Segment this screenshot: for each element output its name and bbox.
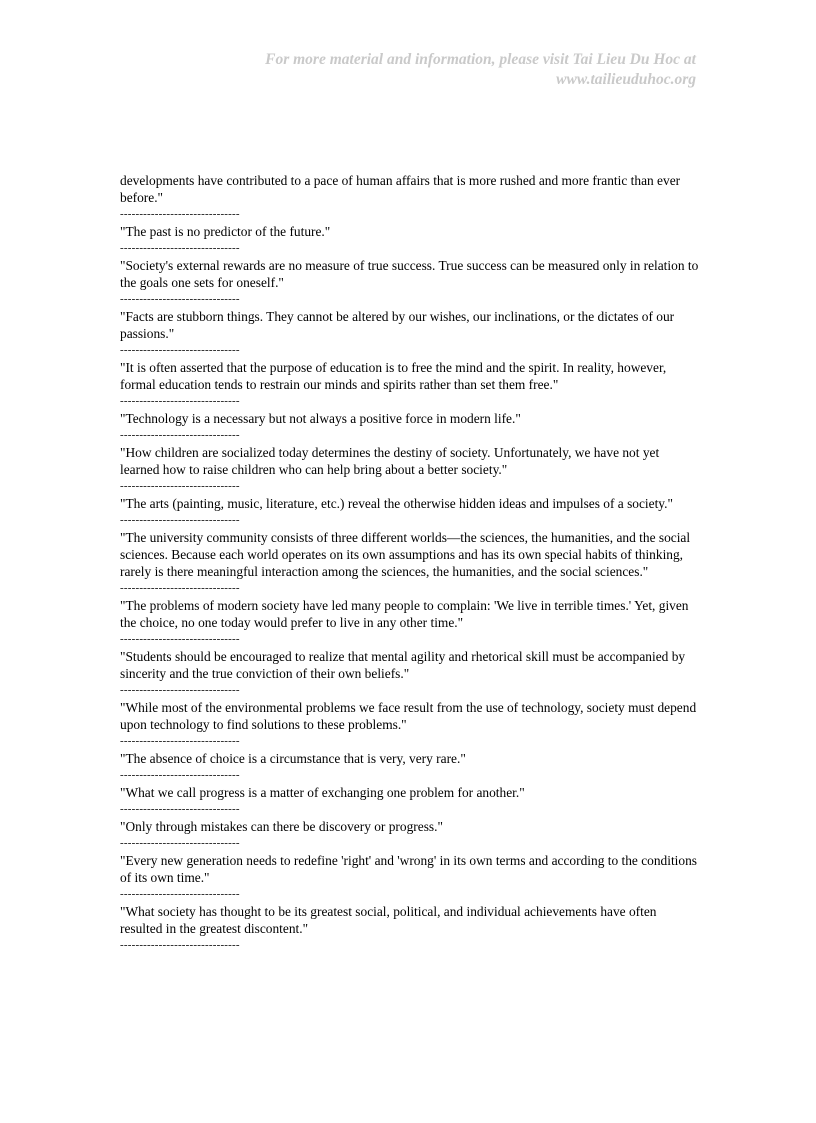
quote-text: "What we call progress is a matter of exchanging one problem for another." <box>120 785 525 800</box>
quote-text: "The problems of modern society have led many people to complain: 'We live in terrible times.' Yet, given the choice, no one today would prefer to live in any other time." <box>120 598 689 630</box>
header-website: www.tailieuduhoc.org <box>556 71 696 88</box>
quote-separator: ------------------------------- <box>120 429 240 441</box>
quote-entry <box>120 495 700 529</box>
quote-entry <box>120 410 700 444</box>
quote-separator: ------------------------------- <box>120 939 240 951</box>
quote-list <box>120 172 700 954</box>
quote-entry <box>120 597 700 648</box>
quote-text: "Facts are stubborn things. They cannot be altered by our wishes, our inclinations, or the dictates of our passions." <box>120 309 675 341</box>
quote-text: "Society's external rewards are no measure of true success. True success can be measured only in relation to the goals one sets for oneself." <box>120 258 699 290</box>
quote-separator: ------------------------------- <box>120 242 240 254</box>
quote-text: developments have contributed to a pace of human affairs that is more rushed and more frantic than ever before." <box>120 173 681 205</box>
quote-entry <box>120 359 700 410</box>
quote-separator: ------------------------------- <box>120 888 240 900</box>
quote-separator: ------------------------------- <box>120 769 240 781</box>
quote-separator: ------------------------------- <box>120 735 240 747</box>
quote-separator: ------------------------------- <box>120 837 240 849</box>
quote-entry <box>120 223 700 257</box>
quote-entry <box>120 699 700 750</box>
quote-entry <box>120 903 700 954</box>
quote-entry <box>120 852 700 903</box>
quote-separator: ------------------------------- <box>120 803 240 815</box>
quote-entry <box>120 444 700 495</box>
quote-text: "Students should be encouraged to realize that mental agility and rhetorical skill must be accompanied by sincerity and the true conviction of their own beliefs." <box>120 649 686 681</box>
quote-entry <box>120 172 700 223</box>
quote-separator: ------------------------------- <box>120 395 240 407</box>
quote-separator: ------------------------------- <box>120 344 240 356</box>
quote-entry <box>120 648 700 699</box>
quote-text: "While most of the environmental problems we face result from the use of technology, society must depend upon technology to find solutions to these problems." <box>120 700 697 732</box>
quote-text: "The university community consists of three different worlds—the sciences, the humanities, and the social sciences. Because each world operates on its own assumptions and has its own special habits of thinking, rarely is there meaningful interaction among the sciences, the humanities, and the social sciences." <box>120 530 691 579</box>
quote-entry <box>120 529 700 597</box>
quote-entry <box>120 818 700 852</box>
quote-separator: ------------------------------- <box>120 514 240 526</box>
quote-text: "Only through mistakes can there be discovery or progress." <box>120 819 443 834</box>
page-header <box>176 50 696 90</box>
quote-text: "What society has thought to be its greatest social, political, and individual achievements have often resulted in the greatest discontent." <box>120 904 657 936</box>
quote-text: "Technology is a necessary but not always a positive force in modern life." <box>120 411 521 426</box>
quote-separator: ------------------------------- <box>120 633 240 645</box>
quote-entry <box>120 750 700 784</box>
quote-text: "Every new generation needs to redefine 'right' and 'wrong' in its own terms and according to the conditions of its own time." <box>120 853 697 885</box>
quote-entry <box>120 784 700 818</box>
quote-text: "The absence of choice is a circumstance that is very, very rare." <box>120 751 466 766</box>
quote-separator: ------------------------------- <box>120 293 240 305</box>
quote-separator: ------------------------------- <box>120 208 240 220</box>
quote-entry <box>120 257 700 308</box>
header-notice: For more material and information, please visit Tai Lieu Du Hoc at <box>265 51 696 68</box>
quote-separator: ------------------------------- <box>120 684 240 696</box>
quote-separator: ------------------------------- <box>120 480 240 492</box>
quote-entry <box>120 308 700 359</box>
quote-text: "The arts (painting, music, literature, etc.) reveal the otherwise hidden ideas and impulses of a society." <box>120 496 673 511</box>
quote-separator: ------------------------------- <box>120 582 240 594</box>
quote-text: "The past is no predictor of the future." <box>120 224 331 239</box>
quote-text: "It is often asserted that the purpose of education is to free the mind and the spirit. In reality, however, formal education tends to restrain our minds and spirits rather than set them free." <box>120 360 667 392</box>
quote-text: "How children are socialized today determines the destiny of society. Unfortunately, we have not yet learned how to raise children who can help bring about a better society." <box>120 445 660 477</box>
